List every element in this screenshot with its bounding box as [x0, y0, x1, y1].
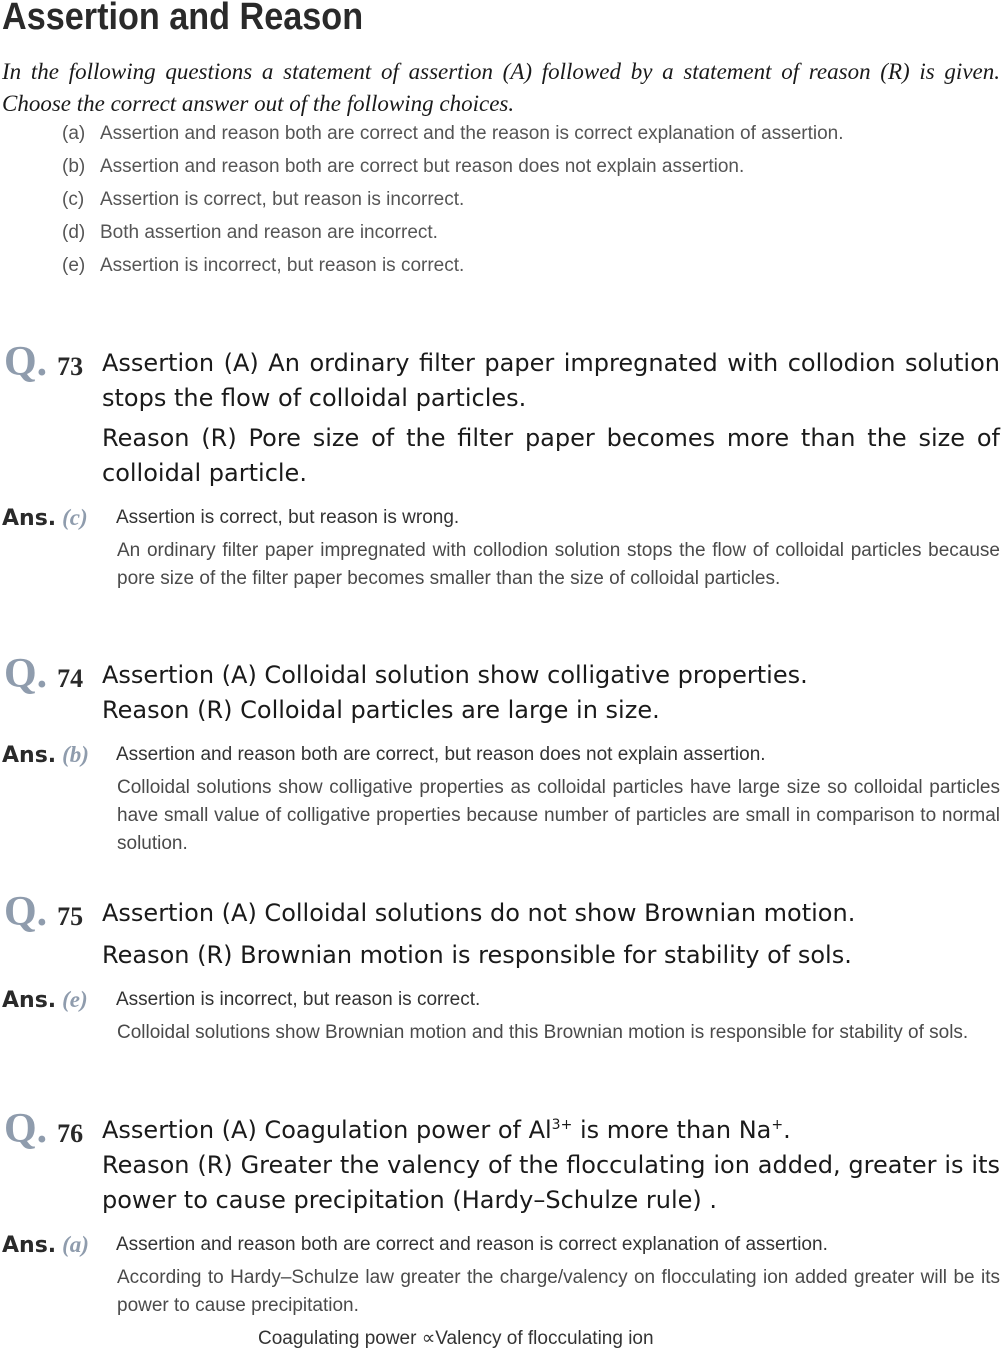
- choice-text: Both assertion and reason are incorrect.: [100, 222, 438, 243]
- answer-explanation: According to Hardy–Schulze law greater the charge/valency on flocculating ion added greater will be its power to cause precipitation.: [117, 1267, 1000, 1316]
- assertion-text: Assertion (A) An ordinary filter paper impregnated with collodion solution stops the flow of colloidal particles.: [102, 349, 1000, 412]
- question-header: [4, 888, 83, 936]
- question-header: [4, 338, 83, 386]
- choice-text: Assertion and reason both are correct and the reason is correct explanation of assertion.: [100, 123, 844, 144]
- page-title: Assertion and Reason: [2, 0, 364, 38]
- ion-charge-al: 3+: [551, 1117, 573, 1133]
- assertion-text-mid: is more than Na: [572, 1116, 772, 1144]
- reason-text: Reason (R) Greater the valency of the flocculating ion added, greater is its power to cause precipitation (Hardy–Schulze rule) .: [102, 1151, 1000, 1214]
- choice-item: [62, 252, 1000, 280]
- question-number: 75: [57, 902, 84, 931]
- choice-label: (a): [62, 123, 86, 144]
- formula: Coagulating power ∝Valency of flocculating ion: [258, 1328, 654, 1349]
- answer-explanation: An ordinary filter paper impregnated with collodion solution stops the flow of colloidal particles because pore size of the filter paper becomes smaller than the size of colloidal particles.: [117, 540, 1000, 589]
- question-header: [4, 1105, 83, 1153]
- choice-text: Assertion is correct, but reason is incorrect.: [100, 189, 465, 210]
- ion-charge-na: +: [771, 1117, 784, 1133]
- answer-text: Assertion is correct, but reason is wrong.: [116, 507, 460, 528]
- question-number: 74: [57, 664, 84, 693]
- q-mark: Q.: [4, 339, 48, 385]
- answer-header: [2, 742, 89, 768]
- reason-text: Reason (R) Pore size of the filter paper becomes more than the size of colloidal particle.: [102, 424, 1000, 487]
- answer-option: (a): [62, 1232, 89, 1257]
- assertion-text-start: Assertion (A) Coagulation power of Al: [102, 1116, 552, 1144]
- answer-label: Ans.: [2, 743, 57, 768]
- instructions: In the following questions a statement of assertion (A) followed by a statement of reason (R) is given. Choose the correct answer out of the following choices.: [2, 59, 1000, 116]
- answer-text: Assertion and reason both are correct and reason is correct explanation of assertion.: [116, 1234, 828, 1255]
- answer-explanation: Colloidal solutions show colligative properties as colloidal particles have large size so colloidal particles have small value of colligative properties because number of particles are small in comparison to normal solution.: [117, 777, 1000, 854]
- answer-label: Ans.: [2, 1233, 57, 1258]
- answer-explanation: Colloidal solutions show Brownian motion and this Brownian motion is responsible for stability of sols.: [117, 1022, 969, 1043]
- assertion-text-end: .: [783, 1116, 791, 1144]
- q-mark: Q.: [4, 889, 48, 935]
- assertion-text: [102, 1113, 1000, 1148]
- question-number: 76: [57, 1119, 84, 1148]
- question-number: 73: [57, 352, 84, 381]
- assertion-text: Assertion (A) Colloidal solutions do not show Brownian motion.: [102, 899, 856, 927]
- answer-label: Ans.: [2, 506, 57, 531]
- choice-label: (e): [62, 255, 86, 276]
- answer-option: (c): [62, 505, 88, 530]
- choice-text: Assertion is incorrect, but reason is correct.: [100, 255, 465, 276]
- answer-option: (e): [62, 987, 88, 1012]
- choice-item: [62, 153, 1000, 181]
- choice-list: [62, 120, 1000, 285]
- answer-label: Ans.: [2, 988, 57, 1013]
- answer-header: [2, 1232, 89, 1258]
- q-mark: Q.: [4, 1106, 48, 1152]
- answer-header: [2, 987, 88, 1013]
- answer-header: [2, 505, 88, 531]
- answer-text: Assertion is incorrect, but reason is correct.: [116, 989, 481, 1010]
- assertion-text: Assertion (A) Colloidal solution show colligative properties.: [102, 661, 808, 689]
- choice-label: (b): [62, 156, 86, 177]
- choice-label: (c): [62, 189, 85, 210]
- choice-item: [62, 120, 1000, 148]
- reason-text: Reason (R) Brownian motion is responsible for stability of sols.: [102, 941, 852, 969]
- answer-text: Assertion and reason both are correct, but reason does not explain assertion.: [116, 744, 766, 765]
- choice-item: [62, 186, 1000, 214]
- choice-text: Assertion and reason both are correct but reason does not explain assertion.: [100, 156, 745, 177]
- q-mark: Q.: [4, 651, 48, 697]
- answer-option: (b): [62, 742, 89, 767]
- choice-item: [62, 219, 1000, 247]
- reason-text: Reason (R) Colloidal particles are large in size.: [102, 696, 660, 724]
- question-header: [4, 650, 83, 698]
- choice-label: (d): [62, 222, 86, 243]
